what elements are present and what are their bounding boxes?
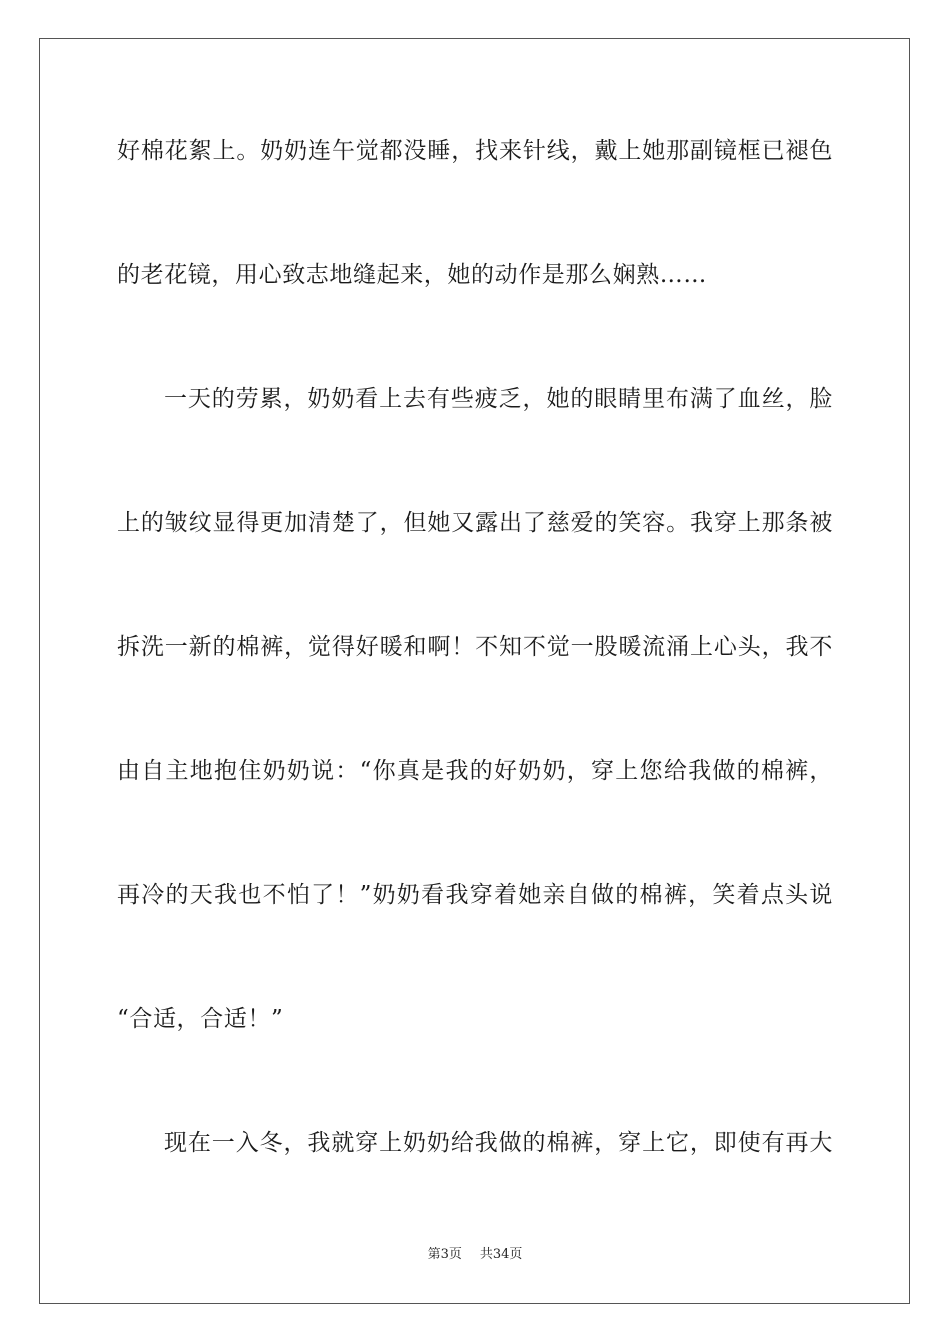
text-line-4: 上的皱纹显得更加清楚了，但她又露出了慈爱的笑容。我穿上那条被 [117,510,833,536]
paragraph-start-line: 现在一入冬，我就穿上奶奶给我做的棉裤，穿上它，即使有再大 [164,1130,833,1156]
text-line-7: 再冷的天我也不怕了！”奶奶看我穿着她亲自做的棉裤，笑着点头说 [117,882,833,908]
page-footer [0,1247,950,1263]
page-frame [39,38,910,1304]
page-total: 共34页 [479,1247,523,1262]
text-line-1: 好棉花絮上。奶奶连午觉都没睡，找来针线，戴上她那副镜框已褪色 [117,138,833,164]
page-number: 第3页 [427,1247,462,1262]
text-line-5: 拆洗一新的棉裤，觉得好暖和啊！不知不觉一股暖流涌上心头，我不 [117,634,833,660]
text-line-6: 由自主地抱住奶奶说：“你真是我的好奶奶，穿上您给我做的棉裤， [117,758,833,784]
text-line-8: “合适，合适！” [117,1006,284,1032]
paragraph-start-line: 一天的劳累，奶奶看上去有些疲乏，她的眼睛里布满了血丝，脸 [164,386,833,412]
text-line-2: 的老花镜，用心致志地缝起来，她的动作是那么娴熟…… [117,262,707,288]
